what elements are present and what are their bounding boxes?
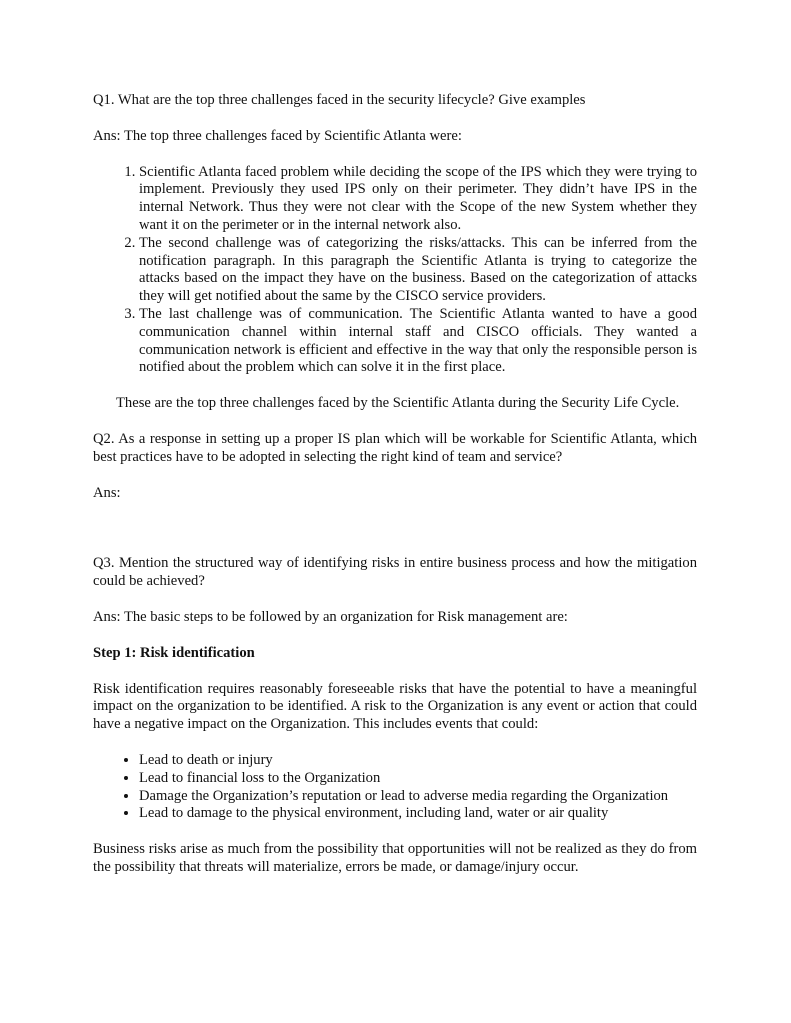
- q2-question: Q2. As a response in setting up a proper IS plan which will be workable for Scientific Atlanta, which best practices have to be adopted in selecting the right kind of team and service?: [93, 430, 697, 465]
- q1-answer-intro: Ans: The top three challenges faced by Scientific Atlanta were:: [93, 127, 462, 144]
- challenges-list: [93, 164, 697, 378]
- challenge-item: 2. The second challenge was of categorizing the risks/attacks. This can be inferred from the notification paragraph. In this paragraph the Scientific Atlanta is trying to categorize the attacks based on the impact they have on the business. Based on the categorization of attacks they will get notified about the same by the CISCO service providers.: [139, 235, 697, 306]
- q1-summary: These are the top three challenges faced by the Scientific Atlanta during the Security Life Cycle.: [116, 395, 680, 412]
- q3-answer-intro: Ans: The basic steps to be followed by an organization for Risk management are:: [93, 608, 568, 625]
- document-page: [93, 92, 697, 877]
- impacts-list: [93, 752, 697, 823]
- impact-item: • Lead to damage to the physical environment, including land, water or air quality: [139, 805, 697, 823]
- step1-body: Risk identification requires reasonably foreseeable risks that have the potential to have a meaningful impact on the organization to be identified. A risk to the Organization is any event or action that could have a negative impact on the Organization. This includes events that could:: [93, 680, 697, 733]
- q3-question: Q3. Mention the structured way of identifying risks in entire business process and how the mitigation could be achieved?: [93, 555, 697, 590]
- impact-item: • Damage the Organization’s reputation or lead to adverse media regarding the Organization: [139, 788, 697, 806]
- impact-item: • Lead to death or injury: [139, 752, 697, 770]
- challenge-item: 1. Scientific Atlanta faced problem while deciding the scope of the IPS which they were trying to implement. Previously they used IPS only on their perimeter. They didn’t have IPS in the internal Network. Thus they were not clear with the Scope of the new System whether they want it on the perimeter or in the internal network also.: [139, 164, 697, 235]
- q2-answer: Ans:: [93, 484, 121, 501]
- q1-question: Q1. What are the top three challenges faced in the security lifecycle? Give examples: [93, 92, 586, 108]
- closing-paragraph: Business risks arise as much from the possibility that opportunities will not be realized as they do from the possibility that threats will materialize, errors be made, or damage/injury occur.: [93, 841, 697, 875]
- step1-heading: Step 1: Risk identification: [93, 644, 255, 661]
- challenge-item: 3. The last challenge was of communication. The Scientific Atlanta wanted to have a good communication channel within internal staff and CISCO officials. They wanted a communication network is efficient and effective in the way that only the responsible person is notified about the problem which can solve it in the first place.: [139, 306, 697, 377]
- impact-item: • Lead to financial loss to the Organization: [139, 770, 697, 788]
